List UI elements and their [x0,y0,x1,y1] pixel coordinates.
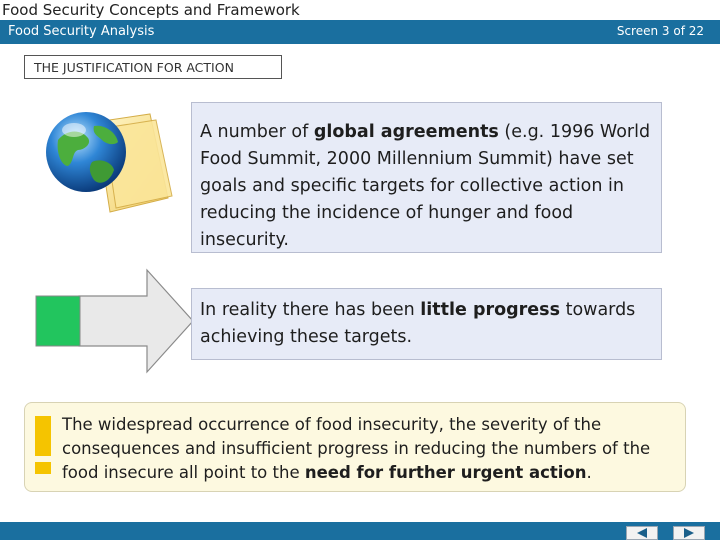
note-text: The widespread occurrence of food insecurity, the severity of the consequences and insufficient progress in reducing the numbers of the food insecure all point to the need for further urgent action. [62,415,651,482]
module-title: Food Security Analysis [8,24,155,39]
little-progress-panel: In reality there has been little progress towards achieving these targets. [191,288,662,360]
triangle-left-icon [636,528,648,538]
triangle-right-icon [683,528,695,538]
section-label: THE JUSTIFICATION FOR ACTION [24,55,282,79]
course-title: Food Security Concepts and Framework [2,1,300,19]
footer-bar [0,522,720,540]
course-title-bar [0,0,720,20]
little-progress-emphasis: little progress [420,300,561,320]
urgent-action-note [24,402,686,492]
next-screen-button[interactable] [673,526,705,540]
module-header [0,20,720,44]
exclamation-icon [35,416,51,474]
global-agreements-emphasis: global agreements [313,122,499,142]
previous-screen-button[interactable] [626,526,658,540]
global-agreements-panel: A number of global agreements (e.g. 1996 World Food Summit, 2000 Millennium Summit) have set goals and specific targets for collective action in reducing the incidence of hunger and food insecurity. [191,102,662,253]
urgent-action-emphasis: need for further urgent action [304,463,587,482]
screen-counter: Screen 3 of 22 [616,24,704,38]
arrow-right-icon [35,268,195,376]
globe-folder-icon [38,100,178,218]
